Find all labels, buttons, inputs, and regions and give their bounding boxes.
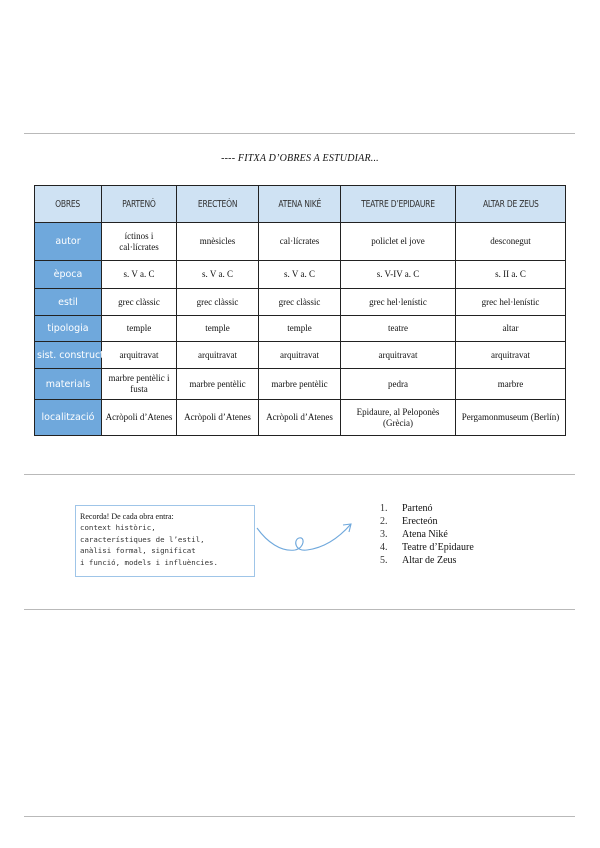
- table-cell: grec clàssic: [177, 289, 259, 316]
- table-cell: mnèsicles: [177, 223, 259, 261]
- table-cell: arquitravat: [456, 342, 566, 369]
- header-cell: ATENA NIKÉ: [259, 186, 341, 223]
- table-row: [35, 261, 566, 289]
- table-row: [35, 223, 566, 261]
- table-cell: desconegut: [456, 223, 566, 261]
- row-label: estil: [35, 289, 102, 316]
- row-label: tipologia: [35, 316, 102, 342]
- table-cell: temple: [259, 316, 341, 342]
- table-cell: altar: [456, 316, 566, 342]
- row-label: època: [35, 261, 102, 289]
- table-cell: Acròpoli d’Atenes: [102, 400, 177, 436]
- table-cell: arquitravat: [341, 342, 456, 369]
- table-cell: arquitravat: [177, 342, 259, 369]
- table-cell: s. V a. C: [102, 261, 177, 289]
- reminder-line: característiques de l’estil,: [80, 534, 205, 544]
- divider-lower: [24, 609, 575, 610]
- row-label: sist. constructiu: [35, 342, 102, 369]
- reminder-note: [75, 505, 255, 577]
- list-item: 4. Teatre d’Epidaure: [380, 542, 474, 553]
- table-cell: s. V-IV a. C: [341, 261, 456, 289]
- row-label: localització: [35, 400, 102, 436]
- header-cell: OBRES: [35, 186, 102, 223]
- divider-top: [24, 133, 575, 134]
- list-item: 3. Atena Niké: [380, 529, 448, 540]
- table-row: [35, 342, 566, 369]
- header-cell: ERECTEÓN: [177, 186, 259, 223]
- header-cell: ALTAR DE ZEUS: [456, 186, 566, 223]
- table-cell: temple: [102, 316, 177, 342]
- table-header-row: [35, 186, 566, 223]
- table-row: [35, 316, 566, 342]
- table-cell: s. V a. C: [259, 261, 341, 289]
- divider-middle: [24, 474, 575, 475]
- table-cell: íctinos i cal·lícrates: [102, 223, 177, 261]
- page-title: ---- FITXA D’OBRES A ESTUDIAR...: [221, 153, 379, 164]
- table-cell: Epidaure, al Peloponès (Grècia): [341, 400, 456, 436]
- reminder-lead: Recorda! De cada obra entra:: [80, 512, 174, 521]
- reminder-line: anàlisi formal, significat: [80, 546, 196, 555]
- table-cell: pedra: [341, 369, 456, 400]
- table-cell: grec clàssic: [102, 289, 177, 316]
- header-cell: PARTENÓ: [102, 186, 177, 223]
- table-cell: marbre pentèlic i fusta: [102, 369, 177, 400]
- list-item: 5. Altar de Zeus: [380, 555, 457, 566]
- list-item: 1. Partenó: [380, 503, 433, 514]
- table-cell: policlet el jove: [341, 223, 456, 261]
- table-cell: grec hel·lenístic: [341, 289, 456, 316]
- table-row: [35, 400, 566, 436]
- curly-arrow-icon: [255, 520, 355, 560]
- table-cell: Acròpoli d’Atenes: [177, 400, 259, 436]
- table-cell: marbre: [456, 369, 566, 400]
- header-cell: TEATRE D’EPIDAURE: [341, 186, 456, 223]
- table-row: [35, 289, 566, 316]
- table-cell: s. V a. C: [177, 261, 259, 289]
- table-cell: marbre pentèlic: [259, 369, 341, 400]
- table-cell: grec clàssic: [259, 289, 341, 316]
- reminder-line: i funció, models i influències.: [80, 557, 218, 567]
- table-cell: temple: [177, 316, 259, 342]
- list-item: 2. Erecteón: [380, 516, 438, 527]
- works-list: [380, 502, 474, 567]
- table-row: [35, 369, 566, 400]
- divider-bottom: [24, 816, 575, 817]
- table-cell: arquitravat: [102, 342, 177, 369]
- reminder-line: context històric,: [80, 523, 156, 532]
- table-cell: cal·lícrates: [259, 223, 341, 261]
- table-cell: arquitravat: [259, 342, 341, 369]
- table-cell: s. II a. C: [456, 261, 566, 289]
- table-cell: Pergamonmuseum (Berlín): [456, 400, 566, 436]
- table-cell: marbre pentèlic: [177, 369, 259, 400]
- table-cell: grec hel·lenístic: [456, 289, 566, 316]
- row-label: materials: [35, 369, 102, 400]
- table-cell: teatre: [341, 316, 456, 342]
- table-cell: Acròpoli d’Atenes: [259, 400, 341, 436]
- works-table: [34, 185, 566, 436]
- row-label: autor: [35, 223, 102, 261]
